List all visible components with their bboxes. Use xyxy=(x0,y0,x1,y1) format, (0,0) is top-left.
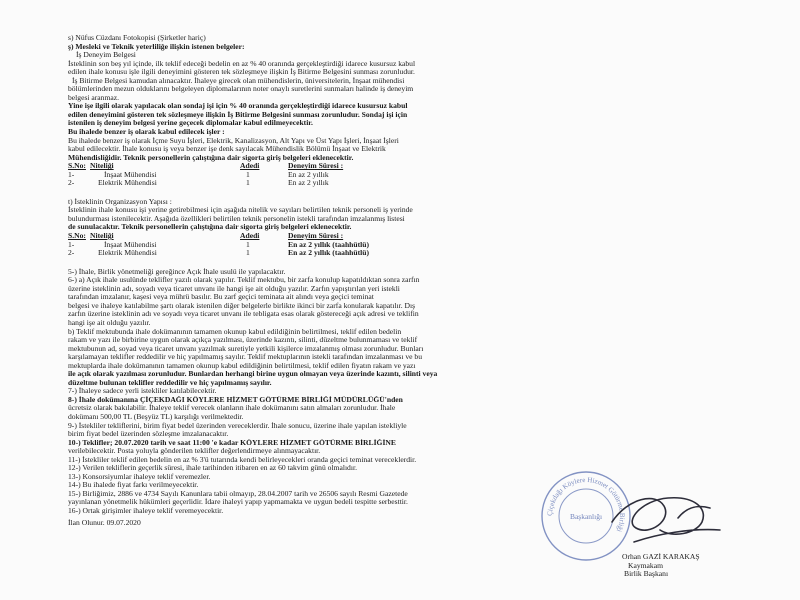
table-cell: En az 2 yıllık (taahhütlü) xyxy=(288,248,370,258)
table-cell: 2- xyxy=(68,178,75,188)
clause-10: 10-) Teklifler; 20.07.2020 tarih ve saat 11:00 'e kadar KÖYLERE HİZMET GÖTÜRME BİRLİĞİNE xyxy=(68,438,396,447)
signatory-name: Orhan GAZİ KARAKAŞ xyxy=(622,552,700,561)
handwritten-signature xyxy=(598,478,728,558)
table-cell: En az 2 yıllık xyxy=(288,178,329,188)
clause-11: 11-) İstekliler teklif edilen bedelin en az % 3'ü tutarında kendi belirleyecekleri oranda geçici teminat vereceklerdir. xyxy=(68,455,417,464)
table-cell: En az 2 yıllık (taahhütlü) xyxy=(288,239,370,249)
paragraph-line: edilen deneyimini gösteren tek sözleşmeye ilişkin İş Bitirme Belgesini sunması zorunludur. Sondaj işi için xyxy=(68,110,408,119)
paragraph-line: zarfın üzerine isteklinin adı ve soyadı veya ticaret unvanı ile tebligata esas olarak göstereceği açık adresi ve teklifin xyxy=(68,310,419,319)
paragraph-line: rakam ve yazı ile birbirine uygun olarak açıkça yazılması, üzerinde kazıntı, silinti, düzeltme bulunmaması ve teklif xyxy=(68,336,418,345)
paragraph-line: bulundurması istenilecektir. Aşağıda özellikleri belirtilen teknik personelin istekli tarafından imzalanmış listesi xyxy=(68,214,405,223)
heading-mesleki-teknik: ş) Mesleki ve Teknik yeterliliğe ilişkin istenen belgeler: xyxy=(68,42,245,51)
signatory-title: Kaymakam xyxy=(628,560,664,570)
table-cell: 1- xyxy=(68,239,75,249)
line-nufus-cuzdani: s) Nüfus Cüzdanı Fotokopisi (Şirketler hariç) xyxy=(68,34,206,42)
paragraph-line: Bu ihalede benzer iş olarak İçme Suyu İşleri, Elektrik, Kanalizasyon, Alt Yapı ve Üst Yapı İşleri, İnşaat İşleri xyxy=(68,136,399,145)
table-header-cell: S.No: xyxy=(68,231,86,241)
table-row xyxy=(68,179,408,188)
table-cell: 1 xyxy=(246,178,250,188)
paragraph-line: tarafından imzalanır, kaşesi veya mührü basılır. Bu zarf geçici teminata ait alındı veya geçici teminat xyxy=(68,293,374,302)
table-cell: 2- xyxy=(68,248,75,258)
paragraph-line: mektubunun ad, soyad veya ticaret unvanı yazılmak suretiyle yetkili kişilerce imzalanmış olması zorunludur. Bunları xyxy=(68,344,424,353)
table-cell: İnşaat Mühendisi xyxy=(104,239,157,249)
paragraph-line: İsteklinin ihale konusu işi yerine getirebilmesi için aşağıda nitelik ve sayıları belirtilen teknik personeli iş yerinde xyxy=(68,206,413,215)
paragraph-line: edilen ihale konusu işle ilgili deneyimini gösteren tek sözleşmeye ilişkin İş Bitirme Belgesini sunması zorunludur. xyxy=(68,68,415,77)
clause-5: 5-) İhale, Birlik yönetmeliği gereğince Açık İhale usulü ile yapılacaktır. xyxy=(68,267,286,276)
clause-6b: b) Teklif mektubunda ihale dokümanının tamamen okunup kabul edildiğinin belirtilmesi, teklif edilen bedelin xyxy=(68,327,402,336)
table-cell: 1 xyxy=(246,248,250,258)
announcement-date: İlan Olunur. 09.07.2020 xyxy=(68,518,141,527)
paragraph-line: İsteklinin son beş yıl içinde, ilk teklif edeceği bedelin en az % 40 oranında gerçekleştirdiği idarece kusursuz kabul xyxy=(68,59,416,68)
paragraph-line: Yine işe ilgili olarak yapılacak olan sondaj işi için % 40 oranında gerçekleştirdiği idarece kusursuz kabul xyxy=(68,102,408,111)
signature-stroke xyxy=(612,498,720,542)
paragraph-line: hangi işe ait olduğu yazılır. xyxy=(68,318,151,327)
paragraph-line: kabul edilecektir. İhale konusu iş veya benzer işe denk sayılacak Mühendislik Bölümü İnşaat ve Elektrik xyxy=(68,145,386,154)
paragraph-line: ile açık olarak yazılması zorunludur. Bunlardan herhangi birine uygun olmayan veya üzerinde kazıntı, silinti veya xyxy=(68,370,438,379)
table-cell: En az 2 yıllık xyxy=(288,169,329,179)
table-cell: 1 xyxy=(246,239,250,249)
paragraph-line: istenilen iş deneyim belgesi yerine geçecek diplomalar kabul edilmeyecektir. xyxy=(68,119,313,128)
paragraph-line: dokümanı 500,00 TL (Beşyüz TL) karşılığı verilmektedir. xyxy=(68,412,244,421)
stamp-outer-text: Çiçekdağı Köylere Hizmet Götürme Birliği xyxy=(545,475,627,534)
signature-block xyxy=(622,553,700,579)
paragraph-line: belgesi ve ihaleye katılabilme şartı olarak istenilen diğer belgelerle birlikte ikinci bir zarfa konularak kapatılır. Dış xyxy=(68,301,416,310)
clause-15: 15-) Birliğimiz, 2886 ve 4734 Sayılı Kanunlara tabii olmayıp, 28.04.2007 tarih ve 26506 sayılı Resmi Gazetede xyxy=(68,489,408,498)
paragraph-line: ücretsiz olarak bakılabilir. İhaleye teklif verecek olanların ihale dokümanını satın almaları zorunludur. İhale xyxy=(68,404,396,413)
paragraph-line: verilebilecektir. Posta yoluyla gönderilen teklifler değerlendirmeye alınmayacaktır. xyxy=(68,447,321,456)
heading-benzer-is: Bu ihalede benzer iş olarak kabul edilecek işler : xyxy=(68,128,225,137)
paragraph-line: düzeltme bulunan teklifler reddedilir ve hiç yapılmamış sayılır. xyxy=(68,378,272,387)
table-header-cell: Adedi xyxy=(240,161,260,171)
signatory-title: Birlik Başkanı xyxy=(624,569,669,579)
paragraph-line: İş Bitirme Belgesi kamudan alınacaktır. İhaleye girecek olan mühendislerin, üniversitelerin, İnşaat mühendisi xyxy=(72,76,405,85)
table-cell: 1- xyxy=(68,169,75,179)
clause-6a: 6-) a) Açık ihale usulünde teklifler yazılı olarak yapılır. Teklif mektubu, bir zarfa konulup kapatıldıktan sonra zarfın xyxy=(68,276,420,285)
table-header-cell: Niteliği xyxy=(90,231,114,241)
clause-16: 16-) Ortak girişimler ihaleye teklif veremeyecektir. xyxy=(68,506,224,515)
paragraph-line: birim fiyat bedel üzerinden sözleşme imzalanacaktır. xyxy=(68,430,229,439)
table-header-cell: Deneyim Süresi : xyxy=(288,231,344,241)
stamp-center-text: Başkanlığı xyxy=(569,512,603,521)
paragraph-line: de sunulacaktır. Teknik personellerin çalıştığına dair sigorta giriş belgeleri eklenecektir. xyxy=(68,223,352,232)
table-cell: Elektrik Mühendisi xyxy=(98,248,157,258)
paragraph-line: Mühendisliğidir. Teknik personellerin çalıştığına dair sigorta giriş belgeleri eklenecektir. xyxy=(68,153,354,162)
clause-14: 14-) Bu ihalede fiyat farkı verilmeyecektir. xyxy=(68,481,199,490)
document-body xyxy=(68,34,696,516)
paragraph-line: belgesi aranmaz. xyxy=(68,93,120,102)
clause-12: 12-) Verilen tekliflerin geçerlik süresi, ihale tarihinden itibaren en az 60 takvim günü olmalıdır. xyxy=(68,464,357,473)
paragraph-line: karşılamayan teklifler reddedilir ve hiç yapılmamış sayılır. Teklif mektuplarının istekli tarafından imzalanması ve bu xyxy=(68,353,423,362)
table-row xyxy=(68,249,408,258)
clause-8: 8-) İhale dokümanına ÇİÇEKDAĞI KÖYLERE HİZMET GÖTÜRME BİRLİĞİ MÜDÜRLÜĞÜ'nden xyxy=(68,395,403,404)
paragraph-line: bölümlerinden mezun olduklarını belgeleyen diplomalarının noter onaylı suretlerini sunmaları halinde iş deneyim xyxy=(68,85,414,94)
paragraph-line: üzerine isteklinin adı, soyadı veya ticaret unvanı ile hangi işe ait olduğu yazılır. Zarfın yapıştırılan yeri istekli xyxy=(68,284,400,293)
heading-is-deneyim-belgesi: İş Deneyim Belgesi xyxy=(76,51,136,60)
paragraph-line: mektuplarda ihale dokümanının tamamen okunup kabul edildiğinin belirtilmesi, teklif edilen fiyatın rakam ve yazı xyxy=(68,361,416,370)
clause-13: 13-) Konsorsiyumlar ihaleye teklif veremezler. xyxy=(68,472,211,481)
paragraph-line: yayınlanan yönetmelik hükümleri geçerlidir. İdare ihaleyi yapıp yapmamakta ve uygun bedeli tespitte serbesttir. xyxy=(68,498,408,507)
heading-organizasyon: t) İsteklinin Organizasyon Yapısı : xyxy=(68,197,172,206)
table-header-cell: Deneyim Süresi : xyxy=(288,161,344,171)
table-header-cell: S.No: xyxy=(68,161,86,171)
clause-9: 9-) İstekliler tekliflerini, birim fiyat bedel üzerinden vereceklerdir. İhale sonucu, üzerine ihale yapılan istekliyle xyxy=(68,421,407,430)
table-header-cell: Adedi xyxy=(240,231,260,241)
table-cell: İnşaat Mühendisi xyxy=(104,169,157,179)
personnel-table-2 xyxy=(68,232,408,258)
table-cell: Elektrik Mühendisi xyxy=(98,178,157,188)
table-header-cell: Niteliği xyxy=(90,161,114,171)
personnel-table-1 xyxy=(68,162,408,188)
clause-7: 7-) İhaleye sadece yerli istekliler katılabilecektir. xyxy=(68,387,217,396)
table-cell: 1 xyxy=(246,169,250,179)
